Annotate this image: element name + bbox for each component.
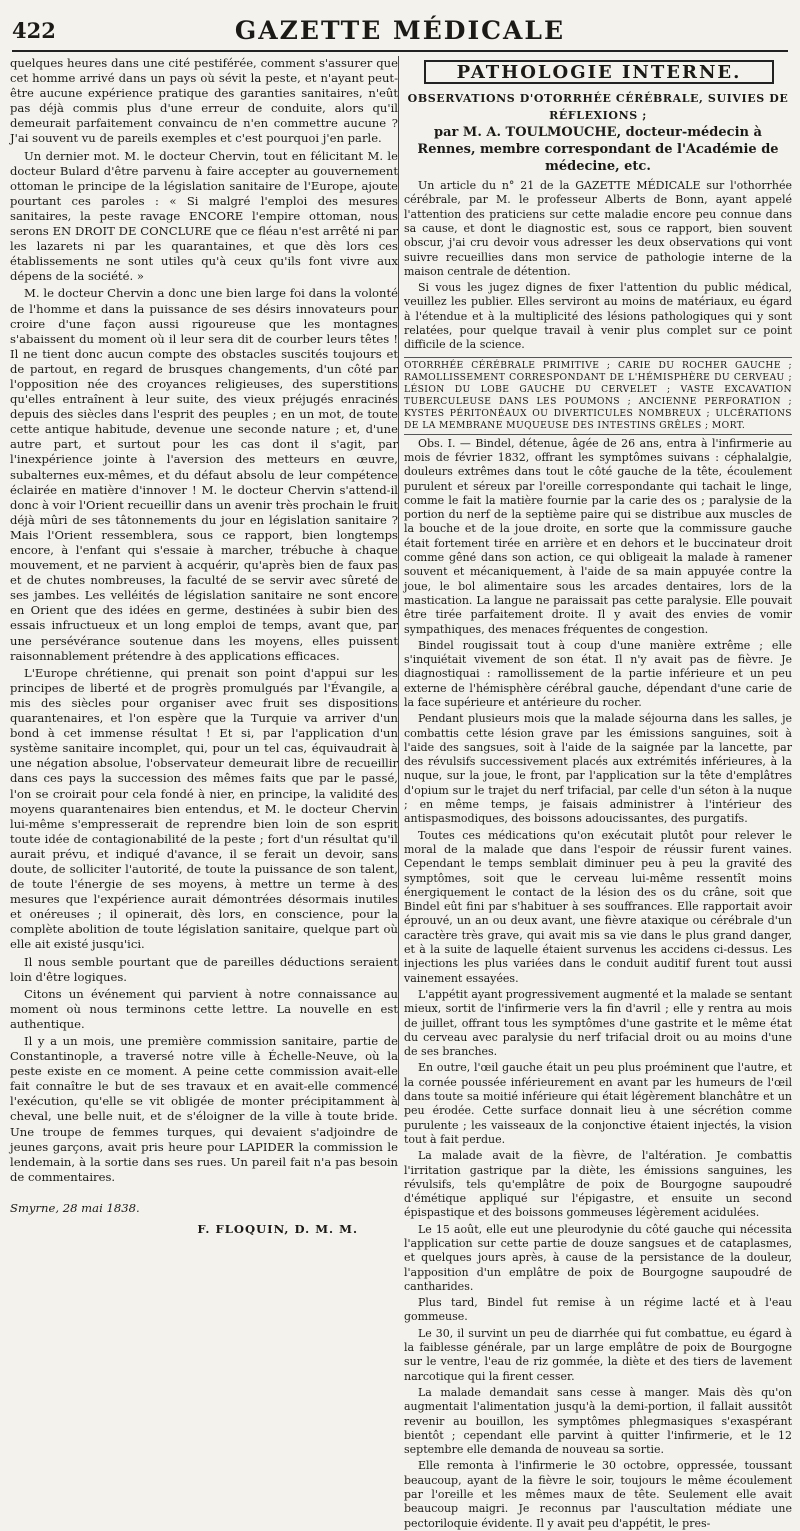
right-paragraph-2: Si vous les jugez dignes de fixer l'attention du public médical, veuillez les publier. Elles serviront au moins de matériaux, eu égard à l'étendue et à la multiplicité des lésions pathologiques qui y sont relatées, pour quelque travail à venir plus complet sur ce point difficile de la science. — [404, 281, 792, 352]
left-paragraph-7: Il y a un mois, une première commission sanitaire, partie de Constantinople, a traversé notre ville à Échelle-Neuve, où la peste existe en ce moment. A peine cette commission avait-elle fait connaître le but de ses travaux et en avait-elle commencé l'exécution, qu'elle se vit obligée de monter précipitamment à cheval, une belle nuit, et de s'éloigner de la ville à toute bride. Une troupe de femmes turques, qui devaient s'adjoindre de jeunes garçons, avait pris heure pour LAPIDER la commission le lendemain, à la sortie dans ses rues. Un pareil fait n'a pas besoin de commentaires. — [10, 1034, 398, 1184]
article-title — [404, 90, 792, 175]
right-paragraph-8: En outre, l'œil gauche était un peu plus proéminent que l'autre, et la cornée poussée inférieurement en avant par les humeurs de l'œil dans toute sa moitié inférieure qui était légèrement blanchâtre et un peu érodée. Cette surface donnait lieu à une sécrétion comme purulente ; les vaisseaux de la conjonctive étaient injectés, la vision tout à fait perdue. — [404, 1061, 792, 1146]
right-paragraph-3: Obs. I. — Bindel, détenue, âgée de 26 ans, entra à l'infirmerie au mois de février 1832, offrant les symptômes suivans : céphalalgie, douleurs extrêmes dans tout le côté gauche de la tête, écoulement purulent et séreux par l'oreille correspondante qui tachait le linge, comme le fait la matière fournie par la carie des os ; paralysie de la portion du nerf de la septième paire qui se distribue aux muscles de la bouche et de la joue droite, en sorte que la commissure gauche était fortement tirée en arrière et en dehors et le buccinateur droit comme gêné dans son action, ce qui obligeait la malade à ramener souvent et mécaniquement, à l'aide de sa main appuyée contre la joue, le bol alimentaire sous les arcades dentaires, lors de la mastication. La langue ne paraissait pas cette paralysie. Elle pouvait être tirée parfaitement droite. Il y avait des envies de vomir sympathiques, des menaces fréquentes de congestion. — [404, 436, 792, 636]
left-column — [10, 56, 398, 1237]
right-paragraph-10: Le 15 août, elle eut une pleurodynie du côté gauche qui nécessita l'application sur cette partie de douze sangsues et de cataplasmes, et quelques jours après, à cause de la persistance de la douleur, l'apposition d'un emplâtre de poix de Bourgogne saupoudré de cantharides. — [404, 1222, 792, 1293]
right-paragraph-7: L'appétit ayant progressivement augmenté et la malade se sentant mieux, sortit de l'infirmerie vers la fin d'avril ; elle y rentra au mois de juillet, offrant tous les symptômes d'une gastrite et le même état du cerveau avec paralysie du nerf trifacial droit ou au moins d'une de ses branches. — [404, 987, 792, 1059]
right-paragraph-11: Plus tard, Bindel fut remise à un régime lacté et à l'eau gommeuse. — [404, 1296, 792, 1324]
column-divider — [398, 56, 399, 1106]
left-paragraph-5: Il nous semble pourtant que de pareilles déductions seraient loin d'être logiques. — [10, 954, 398, 984]
right-paragraph-12: Le 30, il survint un peu de diarrhée qui fut combattue, eu égard à la faiblesse générale, par un large emplâtre de poix de Bourgogne sur le ventre, l'eau de riz gommée, la diète et des tiers de lavement narcotique qui la firent cesser. — [404, 1326, 792, 1383]
article-title-byline: par M. A. TOULMOUCHE, docteur-médecin à Rennes, membre correspondant de l'Académie de médecine, etc. — [417, 125, 779, 175]
case-summary: OTORRHÉE CÉRÉBRALE PRIMITIVE ; CARIE DU ROCHER GAUCHE ; RAMOLLISSEMENT CORRESPONDANT DE L'HÉMISPHÈRE DU CERVEAU ; LÉSION DU LOBE GAUCHE DU CERVELET ; VASTE EXCAVATION TUBERCULEUSE DANS LES POUMONS ; ANCIENNE PERFORATION ; KYSTES PÉRITONÉAUX OU DIVERTICULES NOMBREUX ; ULCÉRATIONS DE LA MEMBRANE MUQUEUSE DES INTESTINS GRÊLES ; MORT. — [404, 357, 792, 435]
right-paragraph-1: Un article du n° 21 de la GAZETTE MÉDICALE sur l'othorrhée cérébrale, par M. le professeur Alberts de Bonn, ayant appelé l'attention des praticiens sur cette maladie encore peu connue dans sa cause, et dont le diagnostic est, sous ce rapport, bien souvent obscur, j'ai cru devoir vous adresser les deux observations qui vont suivre recueillies dans mon service de pathologie interne de la maison centrale de détention. — [404, 179, 792, 278]
article-title-caps: OBSERVATIONS D'OTORRHÉE CÉRÉBRALE, SUIVIES DE RÉFLEXIONS ; — [407, 92, 789, 123]
left-paragraph-1: quelques heures dans une cité pestiférée, comment s'assurer que cet homme arrivé dans un pays où sévit la peste, et n'ayant peut-être aucune expérience pratique des garanties sanitaires, n'eût pas déjà commis plus d'une erreur de conduite, alors qu'il demeurait parfaitement convaincu de n'en commettre aucune ? J'ai souvent vu de pareils exemples et c'est pourquoi j'en parle. — [10, 56, 398, 146]
right-paragraph-6: Toutes ces médications qu'on exécutait plutôt pour relever le moral de la malade que dans l'espoir de réussir furent vaines. Cependant le temps semblait diminuer peu à peu la gravité des symptômes, soit que le cerveau lui-même ressentît moins énergiquement le contact de la lésion des os du crâne, soit que Bindel eût fini par s'habituer à ses souffrances. Elle rapportait avoir éprouvé, un an ou deux avant, une fièvre ataxique ou cérébrale d'un caractère très grave, qui avait mis sa vie dans le plus grand danger, et à la suite de laquelle étaient survenus les accidens ci-dessus. Les injections les plus variées dans le conduit auditif furent tout aussi vainement essayées. — [404, 828, 792, 985]
left-paragraph-3: M. le docteur Chervin a donc une bien large foi dans la volonté de l'homme et dans la puissance de ses désirs innovateurs pour croire d'une façon aussi rigoureuse que les montagnes s'abaissent du moment où il leur sera dit de courber leurs têtes ! Il ne tient donc aucun compte des obstacles suscités toujours et de partout, en regard de brusques changements, d'un côté par l'opposition née des croyances religieuses, des superstitions qu'elles entraînent à leur suite, des vieux préjugés enracinés depuis des siècles dans l'esprit des peuples ; en un mot, de toute cette antique habitude, devenue une seconde nature ; et, d'une autre part, et surtout pour les cas dont il s'agit, par l'inexpérience jointe à l'aversion des metteurs en œuvre, subalternes eux-mêmes, et du défaut absolu de leur compétence éclairée en matière d'innover ! M. le docteur Chervin s'attend-il donc à voir l'Orient recueillir dans un avenir très prochain le fruit déjà mûri de ses tâtonnements du jour en législation sanitaire ? Mais l'Orient ressemblera, sous ce rapport, bien longtemps encore, à l'enfant qui s'essaie à marcher, trébuche à chaque mouvement, et ne parvient à acquérir, qu'après bien de faux pas et de chutes nombreuses, la faculté de se servir avec sûreté de ses jambes. Les velléités de législation sanitaire ne sont encore en Orient que des idées en germe, destinées à subir bien des essais infructueux et un long emploi de temps, avant que, par une persévérance soutenue dans les moyens, elles puissent raisonnablement prétendre à des applications efficaces. — [10, 286, 398, 663]
right-paragraph-5: Pendant plusieurs mois que la malade séjourna dans les salles, je combattis cette lésion grave par les émissions sanguines, soit à l'aide des sangsues, soit à l'aide de la saignée par la lancette, par des révulsifs successivement placés aux extrémités inférieures, à la nuque, sur la joue, le front, par l'application sur la tête d'emplâtres d'opium sur le trajet du nerf trifacial, par celle d'un séton à la nuque ; en même temps, je faisais administrer à l'intérieur des antispasmodiques, des boissons adoucissantes, des purgatifs. — [404, 712, 792, 826]
right-paragraph-14: Elle remonta à l'infirmerie le 30 octobre, oppressée, toussant beaucoup, ayant de la fièvre le soir, toujours le même écoulement par l'oreille et les mêmes maux de tête. Seulement elle avait beaucoup maigri. Je reconnus par l'auscultation médiate une pectoriloquie évidente. Il y avait peu d'appétit, le pres- — [404, 1459, 792, 1530]
right-paragraph-13: La malade demandait sans cesse à manger. Mais dès qu'on augmentait l'alimentation jusqu'à la demi-portion, il fallait aussitôt revenir au bouillon, les symptômes phlegmasiques s'exaspérant bientôt ; cependant elle parvint à quitter l'infirmerie, et le 12 septembre elle demanda de nouveau sa sortie. — [404, 1385, 792, 1457]
right-paragraph-4: Bindel rougissait tout à coup d'une manière extrême ; elle s'inquiétait vivement de son état. Il n'y avait pas de fièvre. Je diagnostiquai : ramollissement de la partie inférieure et un peu externe de l'hémisphère cérébral gauche, dépendant d'une carie de la face supérieure et antérieure du rocher. — [404, 638, 792, 709]
masthead-title: GAZETTE MÉDICALE — [234, 16, 566, 45]
right-paragraph-9: La malade avait de la fièvre, de l'altération. Je combattis l'irritation gastrique par la diète, les émissions sanguines, les révulsifs, tels qu'emplâtre de poix de Bourgogne saupoudré d'émétique appliqué sur l'épigastre, et ensuite un second épispastique et des boissons gommeuses légèrement acidulées. — [404, 1149, 792, 1220]
author-signature: F. FLOQUIN, D. M. M. — [197, 1222, 358, 1237]
left-paragraph-4: L'Europe chrétienne, qui prenait son point d'appui sur les principes de liberté et de progrès promulgués par l'Évangile, a mis des siècles pour organiser avec fruit ses dispositions quarantenaires, et l'on espère que la Turquie va arriver d'un bond à cet immense résultat ! Et si, par l'application d'un système sanitaire incomplet, qui, pour un tel cas, équivaudrait à une négation absolue, l'observateur demeurait libre de recueillir dans ces pays la succession des mêmes faits que par le passé, l'on se croirait pour cela fondé à nier, en principe, la validité des moyens quarantenaires bien entendus, et M. le docteur Chervin lui-même s'empresserait de reprendre bien loin de son esprit toute idée de contagionabilité de la peste ; fort d'un résultat qu'il aurait prévu, et indiqué d'avance, il se ferait un devoir, sans doute, de solliciter l'autorité, de toute la puissance de son talent, de toute l'énergie de ses moyens, à mettre un terme à des mesures que l'expérience aurait démontrées désormais inutiles et onéreuses ; il opinerait, dès lors, en conscience, pour la complète abolition de toute législation sanitaire, quelque part où elle ait existé jusqu'ici. — [10, 665, 398, 952]
page-header — [12, 12, 788, 52]
right-column — [404, 56, 792, 1530]
letter-closing — [10, 1201, 398, 1216]
page-number: 422 — [12, 18, 56, 43]
place-date: Smyrne, 28 mai 1838. — [10, 1200, 140, 1215]
left-paragraph-6: Citons un événement qui parvient à notre connaissance au moment où nous terminons cette lettre. La nouvelle en est authentique. — [10, 986, 398, 1031]
section-title: PATHOLOGIE INTERNE. — [424, 60, 774, 84]
left-paragraph-2: Un dernier mot. M. le docteur Chervin, tout en félicitant M. le docteur Bulard d'être parvenu à faire accepter au gouvernement ottoman le principe de la législation sanitaire de l'Europe, ajoute pourtant ces paroles : « Si malgré l'emploi des mesures sanitaires, la peste ravage ENCORE l'empire ottoman, nous serons EN DROIT DE CONCLURE que ce fléau n'est arrêté ni par les lazarets ni par les quarantaines, et que dès lors ces établissements ne sont utiles qu'à ceux qu'ils font vivre aux dépens de la société. » — [10, 148, 398, 284]
